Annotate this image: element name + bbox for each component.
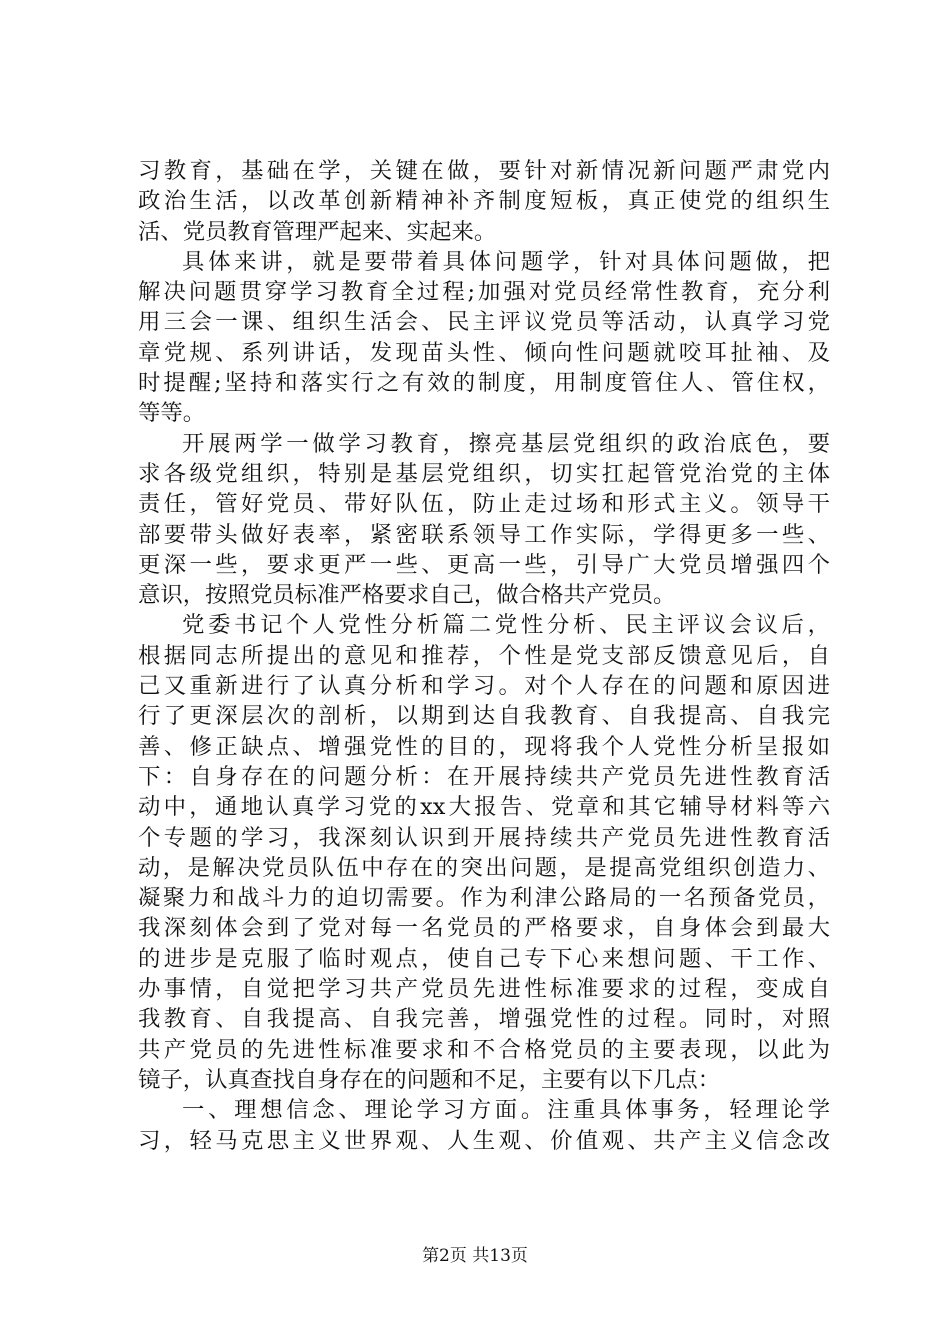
text-line: 时提醒;坚持和落实行之有效的制度，用制度管住人、管住权， bbox=[138, 370, 830, 397]
paragraph bbox=[138, 1095, 830, 1156]
text-line: 行了更深层次的剖析，以期到达自我教育、自我提高、自我完 bbox=[138, 703, 830, 730]
text-line: 活、党员教育管理严起来、实起来。 bbox=[138, 218, 497, 245]
text-line: 动，是解决党员队伍中存在的突出问题，是提高党组织创造力、 bbox=[138, 854, 830, 881]
text-line: 更深一些，要求更严一些、更高一些，引导广大党员增强四个 bbox=[138, 551, 830, 578]
text-line: 动中，通地认真学习党的xx大报告、党章和其它辅导材料等六 bbox=[138, 794, 830, 821]
text-line: 求各级党组织，特别是基层党组织，切实扛起管党治党的主体 bbox=[138, 460, 830, 487]
paragraph bbox=[138, 156, 830, 247]
text-line: 我教育、自我提高、自我完善，增强党性的过程。同时，对照 bbox=[138, 1006, 830, 1033]
text-line: 具体来讲，就是要带着具体问题学，针对具体问题做，把 bbox=[182, 248, 830, 275]
text-line: 用三会一课、组织生活会、民主评议党员等活动，认真学习党 bbox=[138, 309, 830, 336]
text-line: 部要带头做好表率，紧密联系领导工作实际，学得更多一些、 bbox=[138, 521, 830, 548]
text-line: 章党规、系列讲话，发现苗头性、倾向性问题就咬耳扯袖、及 bbox=[138, 339, 830, 366]
text-line: 根据同志所提出的意见和推荐，个性是党支部反馈意见后，自 bbox=[138, 642, 830, 669]
text-line: 个专题的学习，我深刻认识到开展持续共产党员先进性教育活 bbox=[138, 824, 830, 851]
text-line: 一、理想信念、理论学习方面。注重具体事务，轻理论学 bbox=[182, 1097, 830, 1124]
paragraph bbox=[138, 429, 830, 611]
paragraph bbox=[138, 610, 830, 1095]
text-line: 意识，按照党员标准严格要求自己，做合格共产党员。 bbox=[138, 582, 676, 609]
page-number-footer: 第2页 共13页 bbox=[422, 1246, 528, 1266]
document-body bbox=[138, 156, 830, 1156]
paragraph bbox=[138, 247, 830, 429]
text-line: 下：自身存在的问题分析：在开展持续共产党员先进性教育活 bbox=[138, 763, 830, 790]
text-line: 党委书记个人党性分析篇二党性分析、民主评议会议后， bbox=[182, 612, 830, 639]
text-line: 镜子，认真查找自身存在的问题和不足，主要有以下几点： bbox=[138, 1066, 721, 1093]
text-line: 己又重新进行了认真分析和学习。对个人存在的问题和原因进 bbox=[138, 673, 830, 700]
text-line: 的进步是克服了临时观点，使自己专下心来想问题、干工作、 bbox=[138, 945, 830, 972]
text-line: 我深刻体会到了党对每一名党员的严格要求，自身体会到最大 bbox=[138, 915, 830, 942]
text-line: 办事情，自觉把学习共产党员先进性标准要求的过程，变成自 bbox=[138, 976, 830, 1003]
text-line: 解决问题贯穿学习教育全过程;加强对党员经常性教育，充分利 bbox=[138, 279, 830, 306]
text-line: 凝聚力和战斗力的迫切需要。作为利津公路局的一名预备党员， bbox=[138, 885, 830, 912]
text-line: 习教育，基础在学，关键在做，要针对新情况新问题严肃党内 bbox=[138, 158, 830, 184]
text-line: 开展两学一做学习教育，擦亮基层党组织的政治底色，要 bbox=[182, 430, 830, 457]
text-line: 责任，管好党员、带好队伍，防止走过场和形式主义。领导干 bbox=[138, 491, 830, 518]
text-line: 习，轻马克思主义世界观、人生观、价值观、共产主义信念改 bbox=[138, 1127, 830, 1154]
text-line: 善、修正缺点、增强党性的目的，现将我个人党性分析呈报如 bbox=[138, 733, 830, 760]
text-line: 共产党员的先进性标准要求和不合格党员的主要表现，以此为 bbox=[138, 1036, 830, 1063]
text-line: 政治生活，以改革创新精神补齐制度短板，真正使党的组织生 bbox=[138, 188, 830, 215]
text-line: 等等。 bbox=[138, 400, 206, 427]
